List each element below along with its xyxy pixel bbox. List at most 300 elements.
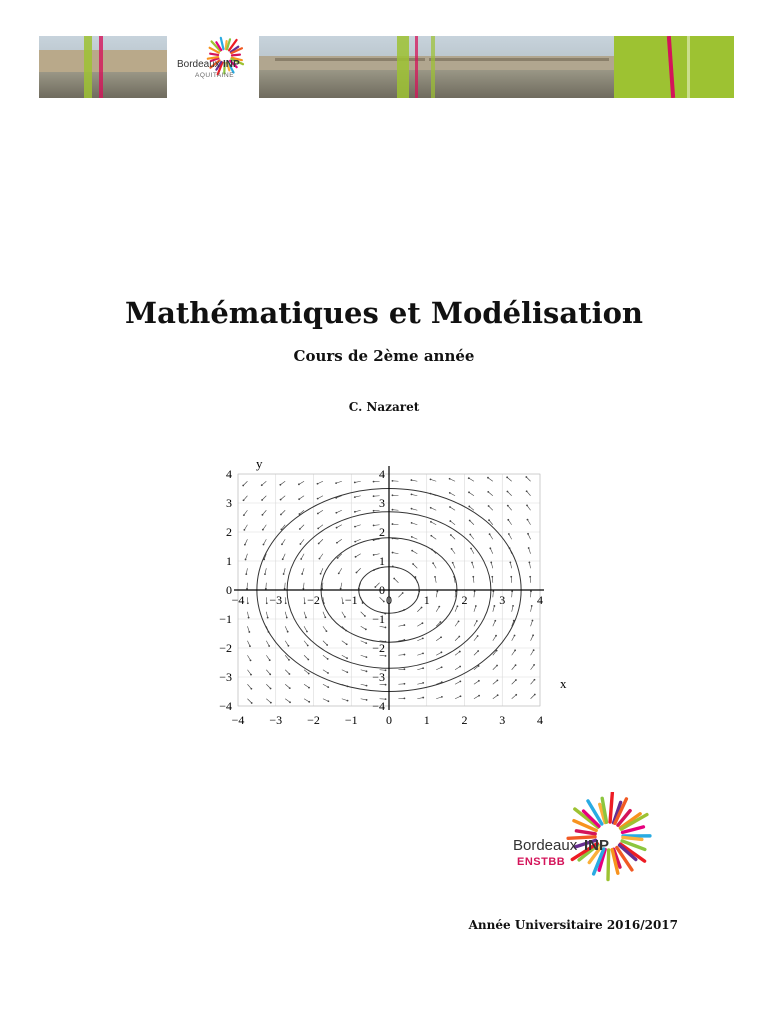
banner-logo-word2: INP (223, 59, 240, 70)
field-arrow-head (305, 617, 307, 619)
field-arrow-head (468, 506, 470, 508)
field-arrow-head (337, 557, 339, 559)
field-arrow-head (289, 673, 291, 675)
field-arrow-head (526, 490, 528, 492)
field-arrow (246, 554, 248, 560)
tick-label: 0 (226, 583, 232, 597)
field-arrow (304, 626, 307, 631)
field-arrow-head (421, 607, 423, 609)
field-arrow (374, 510, 380, 511)
field-arrow (436, 652, 441, 655)
field-arrow-head (243, 499, 245, 501)
field-arrow (342, 641, 347, 644)
field-arrow-head (452, 562, 454, 564)
field-arrow-head (496, 665, 498, 667)
field-arrow-head (344, 616, 346, 618)
field-arrow-head (365, 628, 367, 630)
field-arrow-head (280, 514, 282, 516)
phase-portrait-figure (216, 452, 580, 732)
field-arrow-head (318, 543, 320, 545)
field-arrow-head (248, 631, 250, 633)
field-arrow (431, 522, 436, 525)
field-arrow (474, 696, 479, 699)
field-arrow-head (404, 683, 406, 685)
field-arrow (528, 534, 531, 539)
field-arrow-head (491, 576, 493, 578)
tick-label: 4 (226, 467, 232, 481)
field-arrow-head (243, 529, 245, 531)
y-axis-label: y (256, 456, 263, 471)
field-arrow (361, 655, 367, 657)
field-arrow (474, 621, 477, 626)
field-arrow (455, 621, 458, 626)
field-arrow-head (244, 544, 246, 546)
tick-label: 3 (226, 496, 232, 510)
field-arrow (398, 669, 404, 670)
field-arrow-head (515, 694, 517, 696)
field-arrow-head (534, 679, 536, 681)
field-arrow (247, 626, 249, 632)
field-arrow-head (460, 695, 462, 697)
logo-ray (623, 837, 642, 839)
field-arrow-head (459, 666, 461, 668)
field-arrow-head (365, 642, 367, 644)
field-arrow-head (489, 547, 491, 549)
field-arrow-head (411, 479, 413, 481)
field-arrow-head (457, 605, 459, 607)
field-arrow (361, 684, 367, 685)
field-arrow-head (266, 602, 268, 604)
field-arrow (531, 621, 533, 627)
field-arrow-head (434, 576, 436, 578)
field-arrow-head (492, 590, 494, 592)
field-arrow-head (487, 477, 489, 479)
field-arrow-head (495, 635, 497, 637)
logo-ray (576, 831, 595, 834)
field-arrow-head (527, 519, 529, 521)
field-arrow-head (347, 700, 349, 702)
field-arrow-head (327, 658, 329, 660)
field-arrow (342, 655, 347, 658)
field-arrow (455, 667, 460, 670)
field-arrow-head (304, 602, 306, 604)
field-arrow-head (385, 655, 387, 657)
field-arrow-head (342, 602, 344, 604)
field-arrow-head (354, 526, 356, 528)
field-arrow-head (532, 634, 534, 636)
field-arrow-head (354, 496, 356, 498)
field-arrow (493, 606, 495, 612)
field-arrow-head (422, 697, 424, 699)
field-arrow-head (449, 478, 451, 480)
tick-label: −2 (307, 713, 320, 727)
field-arrow-head (392, 480, 394, 482)
field-arrow-head (247, 602, 249, 604)
field-arrow-head (284, 588, 286, 590)
field-arrow-head (301, 573, 303, 575)
field-arrow-head (283, 573, 285, 575)
field-arrow-head (440, 621, 442, 623)
field-arrow-head (488, 519, 490, 521)
field-arrow (412, 509, 418, 511)
field-arrow (412, 523, 418, 525)
field-arrow-head (354, 511, 356, 513)
field-arrow-head (474, 590, 476, 592)
tick-label: 1 (379, 554, 385, 568)
field-arrow-head (393, 578, 395, 580)
field-arrow-head (299, 528, 301, 530)
field-arrow-head (346, 657, 348, 659)
tick-label: −4 (231, 713, 245, 727)
field-arrow-head (450, 534, 452, 536)
tick-label: −4 (231, 593, 245, 607)
field-arrow-head (392, 523, 394, 525)
field-arrow-head (422, 652, 424, 654)
footer-logo-sub: ENSTBB (517, 856, 566, 868)
field-arrow (431, 536, 436, 539)
field-arrow (417, 668, 423, 670)
field-arrow-head (346, 643, 348, 645)
field-arrow-head (430, 535, 432, 537)
field-arrow-head (299, 543, 301, 545)
field-arrow (474, 636, 478, 641)
field-arrow-head (385, 627, 387, 629)
field-arrow-head (286, 617, 288, 619)
field-arrow-head (440, 636, 442, 638)
field-arrow-head (515, 664, 517, 666)
field-arrow (452, 549, 455, 554)
tick-label: 0 (386, 713, 392, 727)
field-arrow-head (468, 491, 470, 493)
field-arrow-head (402, 592, 404, 594)
field-arrow-head (432, 562, 434, 564)
field-arrow-head (512, 605, 514, 607)
field-arrow (412, 551, 417, 554)
field-arrow (492, 577, 493, 583)
field-arrow-head (459, 651, 461, 653)
field-arrow (510, 562, 511, 568)
field-arrow-head (430, 521, 432, 523)
field-arrow-head (530, 590, 532, 592)
bordeaux-inp-enstbb-logo (505, 792, 667, 898)
field-arrow-head (493, 605, 495, 607)
field-arrow-head (289, 701, 291, 703)
field-arrow (262, 481, 267, 485)
field-arrow-head (404, 654, 406, 656)
field-arrow (263, 525, 266, 530)
field-arrow-head (354, 482, 356, 484)
field-arrow-head (533, 649, 535, 651)
field-arrow (488, 492, 493, 496)
field-arrow-head (287, 631, 289, 633)
field-arrow-head (373, 525, 375, 527)
field-arrow (342, 699, 348, 701)
field-arrow-head (320, 573, 322, 575)
tick-label: −2 (219, 641, 232, 655)
field-arrow (436, 667, 441, 669)
field-arrow-head (374, 586, 376, 588)
field-arrow-head (262, 514, 264, 516)
field-arrow (302, 568, 304, 574)
field-arrow-head (308, 673, 310, 675)
field-arrow-head (324, 616, 326, 618)
field-arrow-head (459, 681, 461, 683)
field-arrow (531, 650, 534, 655)
field-arrow (301, 554, 304, 559)
tick-label: 3 (499, 593, 506, 607)
tick-label: 3 (379, 496, 385, 510)
field-arrow-head (441, 666, 443, 668)
field-arrow (451, 535, 455, 539)
field-arrow-head (317, 528, 319, 530)
field-arrow-head (308, 701, 310, 703)
field-arrow-head (412, 563, 414, 565)
field-arrow-head (477, 635, 479, 637)
field-arrow-head (383, 601, 385, 603)
field-arrow-head (475, 605, 477, 607)
field-arrow (469, 492, 474, 495)
field-arrow-head (411, 550, 413, 552)
field-arrow-head (515, 679, 517, 681)
field-arrow-head (280, 499, 282, 501)
logo-ray (608, 850, 609, 880)
plot-tick-labels (219, 467, 543, 727)
field-arrow (266, 699, 271, 703)
field-arrow-head (507, 519, 509, 521)
field-arrow-head (267, 617, 269, 619)
field-arrow-head (422, 637, 424, 639)
field-arrow-head (300, 558, 302, 560)
field-arrow (493, 591, 494, 597)
field-arrow (430, 479, 436, 481)
field-arrow-head (261, 484, 263, 486)
field-arrow (355, 539, 361, 541)
field-arrow (318, 510, 323, 513)
field-arrow-head (403, 624, 405, 626)
tick-label: −4 (219, 699, 232, 713)
field-arrow-head (526, 505, 528, 507)
field-arrow (455, 696, 460, 699)
document-title: Mathématiques et Modélisation (124, 296, 644, 330)
field-arrow-head (514, 635, 516, 637)
field-arrow-head (532, 620, 534, 622)
field-arrow-head (411, 522, 413, 524)
field-arrow-head (438, 606, 440, 608)
field-arrow (244, 496, 248, 501)
field-arrow-head (265, 588, 267, 590)
field-arrow-head (525, 476, 527, 478)
field-arrow-head (478, 695, 480, 697)
field-arrow-head (336, 542, 338, 544)
field-arrow (412, 537, 418, 539)
field-arrow-head (298, 483, 300, 485)
field-arrow-head (268, 645, 270, 647)
field-arrow-head (250, 659, 252, 661)
footer-logo-word2: INP (584, 837, 610, 854)
tick-label: 0 (386, 593, 392, 607)
tick-label: 4 (537, 593, 543, 607)
field-arrow-head (392, 552, 394, 554)
field-arrow-head (307, 645, 309, 647)
field-arrow-head (476, 620, 478, 622)
field-arrow-head (270, 702, 272, 704)
tick-label: 2 (379, 525, 385, 539)
tick-label: 2 (226, 525, 232, 539)
tick-label: −1 (344, 593, 358, 607)
field-arrow (413, 564, 417, 568)
field-arrow-head (496, 679, 498, 681)
field-arrow-head (366, 699, 368, 701)
field-arrow-head (422, 622, 424, 624)
field-arrow-head (449, 492, 451, 494)
field-arrow (394, 579, 398, 583)
field-arrow-head (335, 512, 337, 514)
logo-ray (232, 55, 240, 56)
field-arrow-head (458, 620, 460, 622)
field-arrow-head (509, 562, 511, 564)
field-arrow-head (527, 533, 529, 535)
banner-logo-sub: AQUITAINE (195, 72, 235, 79)
tick-label: −4 (372, 699, 385, 713)
field-arrow-head (441, 696, 443, 698)
field-arrow-head (472, 576, 474, 578)
field-arrow-head (392, 494, 394, 496)
field-arrow-head (251, 702, 253, 704)
field-arrow-head (404, 668, 406, 670)
field-arrow (512, 665, 516, 670)
field-arrow-head (458, 636, 460, 638)
field-arrow-head (281, 543, 283, 545)
field-arrow-head (308, 687, 310, 689)
field-arrow-head (261, 499, 263, 501)
tick-label: 2 (461, 593, 468, 607)
tick-label: −3 (269, 713, 283, 727)
field-arrow (392, 510, 398, 511)
field-arrow-head (355, 556, 357, 558)
field-arrow-head (245, 573, 247, 575)
field-arrow-head (422, 667, 424, 669)
field-arrow-head (338, 572, 340, 574)
field-arrow-head (279, 484, 281, 486)
field-arrow (356, 554, 361, 557)
logo-ray (210, 54, 218, 55)
field-arrow (529, 548, 531, 554)
field-arrow (531, 680, 535, 685)
field-arrow (508, 520, 511, 525)
field-arrow (342, 670, 347, 672)
field-arrow-head (411, 536, 413, 538)
tick-label: 1 (423, 593, 430, 607)
field-arrow-head (441, 651, 443, 653)
field-arrow-head (534, 694, 536, 696)
tick-label: 2 (461, 713, 468, 727)
field-arrow-head (250, 674, 252, 676)
field-arrow-head (469, 534, 471, 536)
tick-label: −2 (372, 641, 385, 655)
field-arrow-head (264, 573, 266, 575)
field-arrow (508, 506, 512, 511)
tick-label: 4 (537, 713, 543, 727)
field-arrow-head (494, 620, 496, 622)
field-arrow-head (514, 649, 516, 651)
tick-label: 1 (226, 554, 232, 568)
field-arrow (474, 606, 476, 612)
field-arrow (285, 583, 286, 589)
field-arrow-head (307, 659, 309, 661)
field-arrow (284, 568, 286, 574)
field-arrow-head (327, 686, 329, 688)
field-arrow-head (269, 659, 271, 661)
field-arrow-head (507, 491, 509, 493)
field-arrow-head (506, 476, 508, 478)
field-arrow-head (243, 514, 245, 516)
field-arrow-head (373, 481, 375, 483)
field-arrow-head (340, 588, 342, 590)
field-arrow-head (469, 520, 471, 522)
field-arrow-head (263, 544, 265, 546)
tick-label: −1 (372, 612, 385, 626)
field-arrow-head (436, 590, 438, 592)
banner-photo-right (259, 36, 614, 98)
field-arrow-head (487, 491, 489, 493)
field-arrow (262, 510, 266, 515)
field-arrow-head (508, 533, 510, 535)
field-arrow (300, 525, 304, 529)
header-banner (39, 36, 734, 98)
field-arrow (361, 670, 367, 672)
tick-label: −1 (344, 713, 358, 727)
field-arrow-head (285, 602, 287, 604)
tick-label: −3 (372, 670, 385, 684)
academic-year: Année Universitaire 2016/2017 (468, 918, 678, 932)
tick-label: 4 (379, 467, 385, 481)
field-arrow-head (249, 645, 251, 647)
field-arrow (472, 563, 474, 569)
tick-label: −3 (269, 593, 283, 607)
field-arrow-head (430, 507, 432, 509)
field-arrow (355, 525, 361, 527)
field-arrow-head (288, 659, 290, 661)
banner-logo-word1: Bordeaux (177, 59, 220, 70)
field-arrow-head (468, 477, 470, 479)
field-arrow-head (327, 672, 329, 674)
field-arrow-head (507, 505, 509, 507)
field-arrow (319, 554, 322, 559)
field-arrow-head (478, 680, 480, 682)
field-arrow-head (392, 509, 394, 511)
field-arrow-head (489, 533, 491, 535)
field-arrow (527, 520, 530, 525)
tick-label: 1 (423, 713, 430, 727)
field-arrow (285, 612, 287, 618)
field-arrow (281, 510, 285, 514)
field-arrow-head (366, 685, 368, 687)
field-arrow (281, 496, 286, 500)
field-arrow-head (497, 694, 499, 696)
field-arrow-head (373, 495, 375, 497)
field-arrow (436, 697, 442, 699)
field-arrow-head (531, 605, 533, 607)
field-arrow-head (248, 617, 250, 619)
field-arrow-head (411, 494, 413, 496)
tick-label: 0 (379, 583, 385, 597)
field-arrow (323, 626, 326, 631)
banner-logo (167, 36, 259, 98)
field-arrow (266, 655, 269, 660)
field-arrow (285, 597, 286, 603)
field-arrow-head (269, 673, 271, 675)
field-arrow-head (242, 485, 244, 487)
